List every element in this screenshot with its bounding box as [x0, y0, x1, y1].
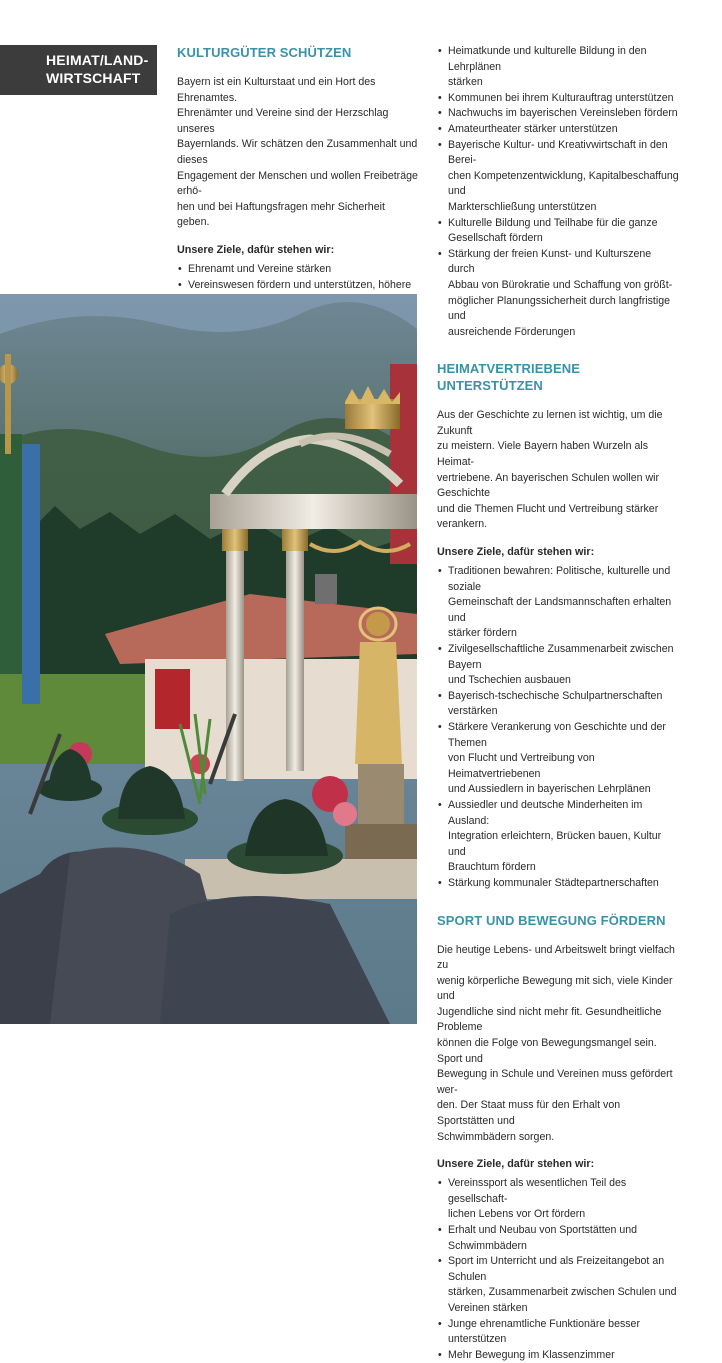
list-item: • Heimatkunde und kulturelle Bildung in den Lehrplänen stärken	[437, 44, 679, 91]
list-item: • Traditionen bewahren: Politische, kulturelle und soziale Gemeinschaft der Landsmannschaften erhalten und stärker fördern	[437, 564, 679, 642]
list-item: • Erhalt und Neubau von Sportstätten und Schwimmbädern	[437, 1223, 679, 1254]
list-item: • Mehr Bewegung im Klassenzimmer	[437, 1348, 679, 1363]
list-item: • Ehrenamt und Vereine stärken	[177, 262, 419, 278]
paragraph-line: Schwimmbädern sorgen.	[437, 1130, 555, 1143]
paragraph-line: Aus der Geschichte zu lernen ist wichtig, um die Zukunft	[437, 409, 663, 437]
list-item: • Nachwuchs im bayerischen Vereinsleben fördern	[437, 106, 679, 122]
sport-goals-heading: Unsere Ziele, dafür stehen wir:	[437, 1158, 595, 1171]
paragraph-line: hen und bei Haftungsfragen mehr Sicherheit geben.	[177, 200, 385, 229]
sport-goals-list	[437, 1176, 679, 1363]
section-tag-line-1: HEIMAT/LAND-	[46, 52, 149, 68]
kultur-goals-heading: Unsere Ziele, dafür stehen wir:	[177, 243, 335, 256]
list-item: • Kommunen bei ihrem Kulturauftrag unterstützen	[437, 91, 679, 107]
kultur-paragraph	[177, 75, 419, 231]
paragraph-line: Jugendliche sind nicht mehr fit. Gesundheitliche Probleme	[437, 1005, 662, 1034]
heimat-heading: HEIMATVERTRIEBENE UNTERSTÜTZEN	[437, 361, 581, 394]
heimat-paragraph	[437, 408, 679, 533]
list-item: • Amateurtheater stärker unterstützen	[437, 122, 679, 138]
list-item: • Vereinswesen fördern und unterstützen, höhere	[177, 278, 419, 325]
paragraph-line: vertriebene. An bayerischen Schulen wollen wir Geschichte	[437, 471, 660, 500]
paragraph-line: Bayernlands. Wir schätzen den Zusammenhalt und dieses	[177, 138, 418, 166]
section-tag-line-2: WIRTSCHAFT	[46, 70, 141, 86]
list-item: • Vereinssport als wesentlichen Teil des gesellschaft- lichen Lebens vor Ort fördern	[437, 1176, 679, 1223]
column-right	[437, 44, 679, 1363]
list-item: • Bayerische Kultur- und Kreativwirtschaft in den Berei- chen Kompetenzentwicklung, Kapitalbeschaffung und Markterschließung unterstützen	[437, 138, 679, 216]
paragraph-line: Engagement der Menschen und wollen Freibeträge erhö-	[177, 169, 418, 198]
sport-heading: SPORT UND BEWEGUNG FÖRDERN	[437, 912, 666, 928]
paragraph-line: Die heutige Lebens- und Arbeitswelt bringt vielfach zu	[437, 943, 675, 972]
paragraph-line: wenig körperliche Bewegung mit sich, viele Kinder und	[437, 974, 673, 1003]
sport-paragraph	[437, 943, 679, 1146]
list-item: • Sport im Unterricht und als Freizeitangebot an Schulen stärken, Zusammenarbeit zwischen Schulen und Vereinen stärken	[437, 1254, 679, 1316]
paragraph-line: können die Folge von Bewegungsmangel sein. Sport und	[437, 1037, 657, 1065]
list-item: • Bayerisch-tschechische Schulpartnerschaften verstärken	[437, 689, 679, 720]
paragraph-line: Bayern ist ein Kulturstaat und ein Hort des Ehrenamtes.	[177, 76, 376, 104]
list-item: • Junge ehrenamtliche Funktionäre besser unterstützen	[437, 1317, 679, 1348]
paragraph-line: Ehrenämter und Vereine sind der Herzschlag unseres	[177, 107, 389, 135]
paragraph-line: Bewegung in Schule und Vereinen muss gefördert wer-	[437, 1068, 673, 1096]
list-item: • Stärkung kommunaler Städtepartnerschaften	[437, 876, 679, 892]
list-item: • Kulturelle Bildung und Teilhabe für die ganze Gesellschaft fördern	[437, 216, 679, 247]
list-item: • Zivilgesellschaftliche Zusammenarbeit zwischen Bayern und Tschechien ausbauen	[437, 642, 679, 689]
heimat-goals-heading: Unsere Ziele, dafür stehen wir:	[437, 546, 595, 559]
list-item: • Stärkung der freien Kunst- und Kulturszene durch Abbau von Bürokratie und Schaffung von größt- möglicher Planungssicherheit durch langfristige und ausreichende Förderungen	[437, 247, 679, 341]
paragraph-line: den. Der Staat muss für den Erhalt von Sportstätten und	[437, 1099, 621, 1128]
heimat-goals-list	[437, 564, 679, 891]
list-item: • Stärkere Verankerung von Geschichte und der Themen von Flucht und Vertreibung von Heimatvertriebenen und Aussiedlern in bayerischen Lehrplänen	[437, 720, 679, 798]
kultur-goals-continued-list	[437, 44, 679, 340]
paragraph-line: zu meistern. Viele Bayern haben Wurzeln als Heimat-	[437, 440, 649, 469]
section-tag	[0, 45, 157, 95]
list-item: • Aussiedler und deutsche Minderheiten im Ausland: Integration erleichtern, Brücken bauen, Kultur und Brauchtum fördern	[437, 798, 679, 876]
paragraph-line: und die Themen Flucht und Vertreibung stärker verankern.	[437, 502, 659, 531]
procession-photo	[0, 294, 417, 1024]
kultur-heading: KULTURGÜTER SCHÜTZEN	[177, 45, 352, 60]
